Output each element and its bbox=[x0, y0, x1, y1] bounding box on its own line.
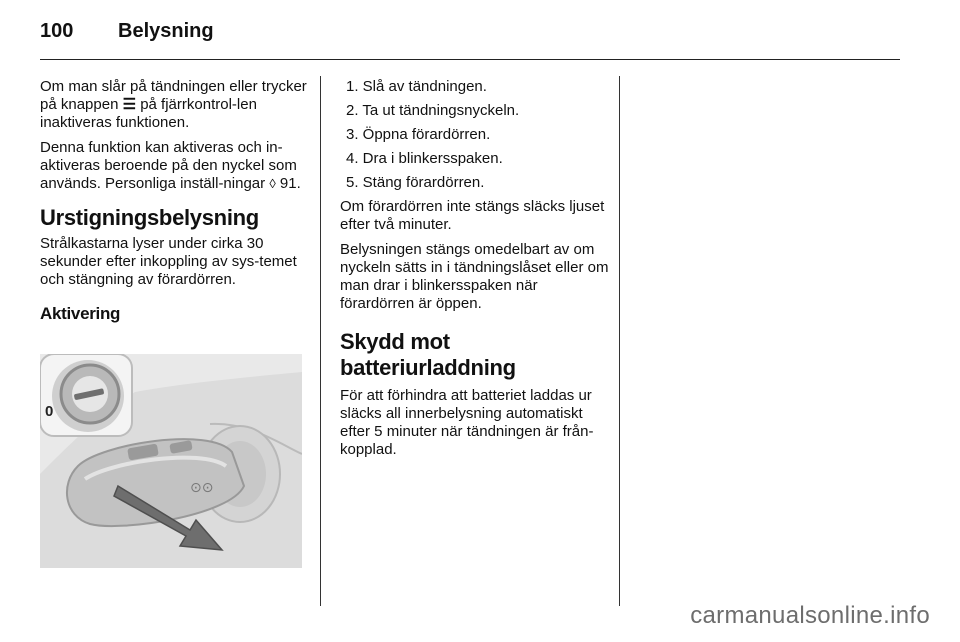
step-item: 2. Ta ut tändningsnyckeln. bbox=[346, 102, 520, 119]
ignition-off-label: 0 bbox=[45, 403, 54, 420]
section-heading-battery-protection: Skydd mot batteriurladdning bbox=[340, 329, 516, 380]
left-column bbox=[40, 78, 310, 333]
section-heading-exit-lighting: Urstigningsbelysning bbox=[40, 205, 259, 230]
intro-text-end: på fjärrkontrol-len inaktiveras funktionen. bbox=[40, 96, 257, 131]
column-divider-1 bbox=[320, 76, 321, 606]
activation-steps-list bbox=[340, 78, 610, 192]
step-item: 4. Dra i blinkersspaken. bbox=[346, 150, 503, 167]
step-item: 3. Öppna förardörren. bbox=[346, 126, 491, 143]
column-divider-2 bbox=[619, 76, 620, 606]
header-rule bbox=[40, 59, 900, 60]
step-item: 5. Stäng förardörren. bbox=[346, 174, 485, 191]
watermark: carmanualsonline.info bbox=[690, 602, 930, 629]
function-paragraph bbox=[40, 139, 310, 193]
page-number: 100 bbox=[40, 20, 74, 42]
subheading-activation: Aktivering bbox=[40, 304, 121, 323]
door-timeout-paragraph: Om förardörren inte stängs släcks ljuset efter två minuter. bbox=[340, 198, 605, 233]
page-reference-link[interactable]: 91. bbox=[279, 175, 301, 192]
immediate-off-paragraph: Belysningen stängs omedelbart av om nyckeln sätts in i tändningslåset eller om man drar i blinkersspaken när förardörren är öppen. bbox=[340, 241, 609, 312]
light-symbol-icon: ⊙⊙ bbox=[190, 480, 214, 496]
intro-text-start: Om man slår på tändningen eller trycker på knappen bbox=[40, 78, 307, 113]
turn-signal-lever-illustration bbox=[40, 354, 302, 568]
exit-lighting-paragraph: Strålkastarna lyser under cirka 30 sekunder efter inkoppling av sys-temet och stängning av förardörren. bbox=[40, 235, 297, 288]
page-title: Belysning bbox=[118, 20, 214, 42]
step-item: 1. Slå av tändningen. bbox=[346, 78, 487, 95]
function-text: Denna funktion kan aktiveras och in-aktiveras beroende på den nyckel som används. Personliga inställ-ningar bbox=[40, 139, 297, 192]
battery-protection-paragraph: För att förhindra att batteriet laddas ur släcks all innerbelysning automatiskt efter 5 minuter när tändningen är från-kopplad. bbox=[340, 387, 594, 458]
intro-paragraph bbox=[40, 78, 310, 132]
page-reference-icon: ◊ bbox=[269, 176, 276, 191]
menu-button-icon: ☰ bbox=[122, 96, 137, 113]
right-column bbox=[340, 78, 610, 466]
